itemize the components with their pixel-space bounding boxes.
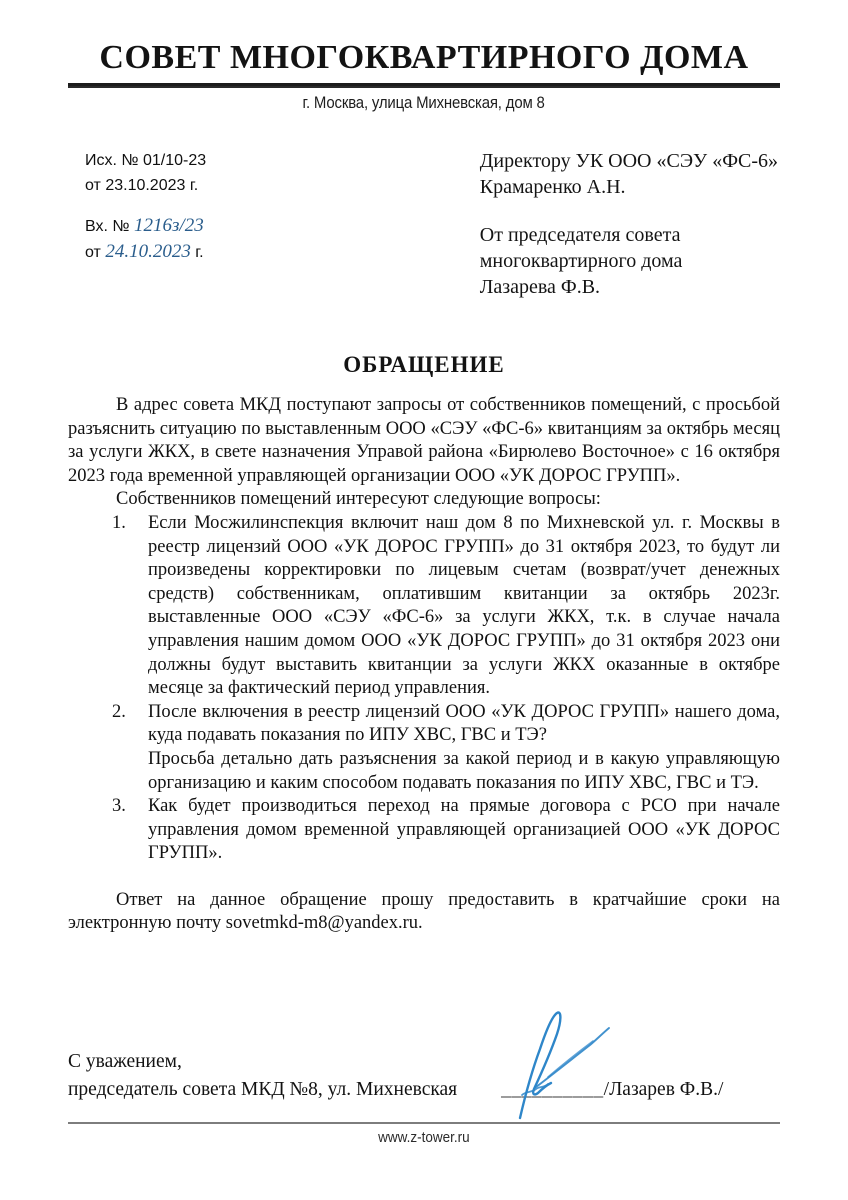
question-item [68,701,780,795]
incoming-number-value: 1216з/23 [134,215,204,236]
sender-line: Лазарева Ф.В. [479,276,601,298]
incoming-date-suffix: г. [195,244,204,261]
letterhead [68,38,780,113]
sender-line: многоквартирного дома [479,250,683,272]
item-number: 3. [112,796,126,817]
signature-line: __________ [501,1079,604,1100]
addressee-block [480,148,778,300]
item-paragraph: Просьба детально дать разъяснения за какой период и в какую управляющую организацию и каким способом подавать показания по ИПУ ХВС, ГВС и ТЭ. [148,748,780,793]
question-item [68,512,780,701]
letter-body [68,394,780,936]
intro-paragraph: В адрес совета МКД поступают запросы от собственников помещений, с просьбой разъяснить ситуацию по выставленным ООО «СЭУ «ФС-6» квитанциям за октябрь месяц за услуги ЖКХ, в свете назначения Управой района «Бирюлево Восточное» с 16 октября 2023 года временной управляющей организации ООО «УК ДОРОС ГРУПП». [68,395,780,486]
info-row [85,148,778,300]
incoming-number-row [85,213,206,239]
incoming-date-value: 24.10.2023 [105,241,191,262]
question-item [68,795,780,866]
footer-website: www.z-tower.ru [378,1129,470,1146]
signature-row [68,1076,780,1104]
signature-position: председатель совета МКД №8, ул. Михневская [68,1079,458,1100]
item-paragraph: После включения в реестр лицензий ООО «УК ДОРОС ГРУПП» нашего дома, куда подавать показания по ИПУ ХВС, ГВС и ТЭ? [148,701,780,746]
question-list [68,512,780,866]
item-paragraph: Если Мосжилинспекция включит наш дом 8 по Михневской ул. г. Москвы в реестр лицензий ООО «УК ДОРОС ГРУПП» до 31 октября 2023, то будут ли произведены корректировки по лицевым счетам (возврат/учет денежных средств) собственникам, оплатившим квитанции за октябрь 2023г. выставленные ООО «СЭУ «ФС-6» за услуги ЖКХ, т.к. в случае начала управления нашим домом ООО «УК ДОРОС ГРУПП» до 31 октября 2023 они должны будут выставить квитанции за услуги ЖКХ оказанные в октябре месяце за фактический период управления. [148,512,780,699]
document-title: ОБРАЩЕНИЕ [343,352,505,377]
addressee-line: Директору УК ООО «СЭУ «ФС-6» [479,150,778,172]
item-number: 2. [112,701,126,722]
signature-salutation: С уважением, [68,1051,182,1072]
letterhead-title: СОВЕТ МНОГОКВАРТИРНОГО ДОМА [99,39,749,76]
item-text [148,512,780,701]
footer-divider [68,1122,780,1124]
item-text [148,701,780,795]
item-text [148,795,780,866]
addressee-spacer [480,200,778,222]
incoming-number-label: Вх. № [85,218,130,235]
reference-numbers [85,148,206,300]
incoming-date-row [85,239,206,265]
signature-block [68,1048,780,1104]
addressee-line: Крамаренко А.Н. [479,176,626,198]
outgoing-date: от 23.10.2023 г. [85,177,199,194]
signature-name: /Лазарев Ф.В./ [603,1079,724,1100]
refs-spacer [85,198,206,213]
incoming-date-label: от [85,244,101,261]
letterhead-divider [68,83,780,88]
letterhead-address: г. Москва, улица Михневская, дом 8 [302,93,546,112]
questions-intro: Собственников помещений интересуют следующие вопросы: [116,489,601,510]
closing-paragraph: Ответ на данное обращение прошу предоставить в кратчайшие сроки на электронную почту sovetmkd-m8@yandex.ru. [68,889,780,934]
outgoing-number: Исх. № 01/10-23 [85,152,207,169]
footer [68,1122,780,1147]
item-paragraph: Как будет производиться переход на прямые договора с РСО при начале управления домом временной управляющей организацией ООО «УК ДОРОС ГРУПП». [148,796,780,864]
item-number: 1. [112,512,126,533]
sender-line: От председателя совета [479,224,681,246]
